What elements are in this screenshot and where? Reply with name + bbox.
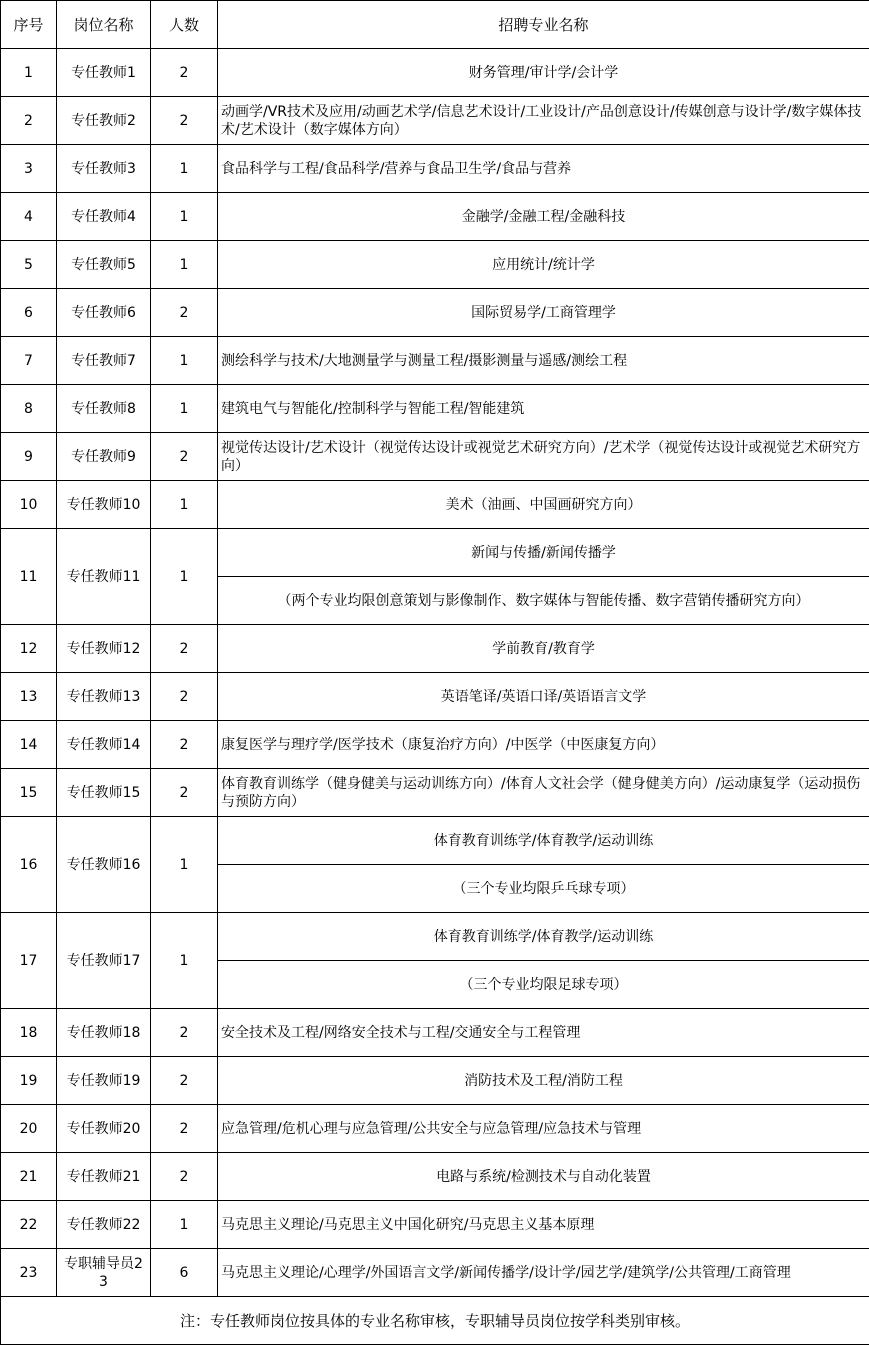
cell-count: 2 — [151, 1105, 218, 1153]
cell-count: 2 — [151, 721, 218, 769]
table-row — [1, 1009, 869, 1057]
cell-post: 专任教师4 — [57, 193, 151, 241]
cell-count: 2 — [151, 769, 218, 817]
table-row — [1, 1249, 869, 1297]
table-row — [1, 1153, 869, 1201]
cell-post: 专任教师18 — [57, 1009, 151, 1057]
cell-no: 21 — [1, 1153, 57, 1201]
cell-count: 2 — [151, 433, 218, 481]
cell-major: 应急管理/危机心理与应急管理/公共安全与应急管理/应急技术与管理 — [218, 1105, 869, 1153]
cell-post: 专任教师6 — [57, 289, 151, 337]
cell-no: 6 — [1, 289, 57, 337]
cell-no: 22 — [1, 1201, 57, 1249]
table-row — [1, 625, 869, 673]
cell-major: 马克思主义理论/马克思主义中国化研究/马克思主义基本原理 — [218, 1201, 869, 1249]
table-row — [1, 1057, 869, 1105]
cell-no: 4 — [1, 193, 57, 241]
cell-no: 12 — [1, 625, 57, 673]
cell-major: 国际贸易学/工商管理学 — [218, 289, 869, 337]
cell-post: 专任教师12 — [57, 625, 151, 673]
cell-no: 17 — [1, 913, 57, 1009]
cell-major: 新闻与传播/新闻传播学 — [218, 529, 869, 577]
table-row — [1, 385, 869, 433]
cell-count: 2 — [151, 625, 218, 673]
cell-count: 6 — [151, 1249, 218, 1297]
cell-post: 专任教师19 — [57, 1057, 151, 1105]
cell-post: 专任教师15 — [57, 769, 151, 817]
footer-row — [1, 1297, 869, 1345]
cell-post: 专任教师11 — [57, 529, 151, 625]
cell-major: 消防技术及工程/消防工程 — [218, 1057, 869, 1105]
table-row — [1, 145, 869, 193]
cell-major: 学前教育/教育学 — [218, 625, 869, 673]
table-row — [1, 529, 869, 577]
table-row — [1, 721, 869, 769]
table-row — [1, 817, 869, 865]
cell-post: 专任教师13 — [57, 673, 151, 721]
header-row — [1, 1, 869, 49]
cell-major: 财务管理/审计学/会计学 — [218, 49, 869, 97]
footer-note: 注：专任教师岗位按具体的专业名称审核，专职辅导员岗位按学科类别审核。 — [1, 1297, 869, 1345]
cell-no: 5 — [1, 241, 57, 289]
cell-post: 专职辅导员23 — [57, 1249, 151, 1297]
cell-major: 马克思主义理论/心理学/外国语言文学/新闻传播学/设计学/园艺学/建筑学/公共管理/工商管理 — [218, 1249, 869, 1297]
cell-count: 2 — [151, 97, 218, 145]
cell-major: 金融学/金融工程/金融科技 — [218, 193, 869, 241]
cell-post: 专任教师8 — [57, 385, 151, 433]
cell-major-note: （三个专业均限足球专项） — [218, 961, 869, 1009]
cell-post: 专任教师14 — [57, 721, 151, 769]
header-post: 岗位名称 — [57, 1, 151, 49]
cell-major: 体育教育训练学/体育教学/运动训练 — [218, 913, 869, 961]
cell-major: 安全技术及工程/网络安全技术与工程/交通安全与工程管理 — [218, 1009, 869, 1057]
cell-major-note: （两个专业均限创意策划与影像制作、数字媒体与智能传播、数字营销传播研究方向） — [218, 577, 869, 625]
cell-no: 19 — [1, 1057, 57, 1105]
cell-post: 专任教师17 — [57, 913, 151, 1009]
cell-no: 20 — [1, 1105, 57, 1153]
cell-count: 1 — [151, 1201, 218, 1249]
cell-count: 2 — [151, 49, 218, 97]
cell-count: 2 — [151, 1057, 218, 1105]
cell-major: 食品科学与工程/食品科学/营养与食品卫生学/食品与营养 — [218, 145, 869, 193]
cell-major: 康复医学与理疗学/医学技术（康复治疗方向）/中医学（中医康复方向） — [218, 721, 869, 769]
cell-post: 专任教师3 — [57, 145, 151, 193]
table-row — [1, 289, 869, 337]
table-row — [1, 193, 869, 241]
cell-count: 1 — [151, 529, 218, 625]
cell-count: 1 — [151, 817, 218, 913]
cell-no: 8 — [1, 385, 57, 433]
cell-post: 专任教师22 — [57, 1201, 151, 1249]
table-body — [1, 49, 869, 1297]
cell-major: 电路与系统/检测技术与自动化装置 — [218, 1153, 869, 1201]
table-row — [1, 673, 869, 721]
cell-no: 2 — [1, 97, 57, 145]
cell-major: 测绘科学与技术/大地测量学与测量工程/摄影测量与遥感/测绘工程 — [218, 337, 869, 385]
cell-major: 美术（油画、中国画研究方向） — [218, 481, 869, 529]
table-row — [1, 49, 869, 97]
header-count: 人数 — [151, 1, 218, 49]
cell-no: 3 — [1, 145, 57, 193]
cell-count: 2 — [151, 1153, 218, 1201]
cell-major: 动画学/VR技术及应用/动画艺术学/信息艺术设计/工业设计/产品创意设计/传媒创意与设计学/数字媒体技术/艺术设计（数字媒体方向） — [218, 97, 869, 145]
table-row — [1, 1201, 869, 1249]
cell-post: 专任教师2 — [57, 97, 151, 145]
cell-count: 1 — [151, 241, 218, 289]
cell-no: 13 — [1, 673, 57, 721]
cell-post: 专任教师20 — [57, 1105, 151, 1153]
cell-count: 2 — [151, 673, 218, 721]
cell-count: 2 — [151, 289, 218, 337]
cell-no: 1 — [1, 49, 57, 97]
cell-no: 15 — [1, 769, 57, 817]
cell-major: 英语笔译/英语口译/英语语言文学 — [218, 673, 869, 721]
cell-post: 专任教师7 — [57, 337, 151, 385]
cell-major: 视觉传达设计/艺术设计（视觉传达设计或视觉艺术研究方向）/艺术学（视觉传达设计或视觉艺术研究方向） — [218, 433, 869, 481]
cell-major: 体育教育训练学/体育教学/运动训练 — [218, 817, 869, 865]
cell-no: 7 — [1, 337, 57, 385]
cell-post: 专任教师16 — [57, 817, 151, 913]
cell-count: 1 — [151, 145, 218, 193]
cell-count: 2 — [151, 1009, 218, 1057]
cell-post: 专任教师1 — [57, 49, 151, 97]
cell-major: 建筑电气与智能化/控制科学与智能工程/智能建筑 — [218, 385, 869, 433]
cell-no: 9 — [1, 433, 57, 481]
cell-no: 18 — [1, 1009, 57, 1057]
cell-major-note: （三个专业均限乒乓球专项） — [218, 865, 869, 913]
cell-major: 应用统计/统计学 — [218, 241, 869, 289]
table-row — [1, 241, 869, 289]
cell-post: 专任教师9 — [57, 433, 151, 481]
header-major: 招聘专业名称 — [218, 1, 869, 49]
cell-major: 体育教育训练学（健身健美与运动训练方向）/体育人文社会学（健身健美方向）/运动康复学（运动损伤与预防方向） — [218, 769, 869, 817]
header-no: 序号 — [1, 1, 57, 49]
cell-post: 专任教师5 — [57, 241, 151, 289]
cell-no: 11 — [1, 529, 57, 625]
cell-post: 专任教师21 — [57, 1153, 151, 1201]
cell-count: 1 — [151, 385, 218, 433]
cell-no: 14 — [1, 721, 57, 769]
table-row — [1, 1105, 869, 1153]
cell-no: 23 — [1, 1249, 57, 1297]
table-row — [1, 97, 869, 145]
cell-count: 1 — [151, 193, 218, 241]
cell-count: 1 — [151, 337, 218, 385]
cell-no: 16 — [1, 817, 57, 913]
table-row — [1, 913, 869, 961]
cell-count: 1 — [151, 481, 218, 529]
table-row — [1, 481, 869, 529]
cell-no: 10 — [1, 481, 57, 529]
table-row — [1, 769, 869, 817]
table-row — [1, 433, 869, 481]
cell-post: 专任教师10 — [57, 481, 151, 529]
table-row — [1, 337, 869, 385]
cell-count: 1 — [151, 913, 218, 1009]
